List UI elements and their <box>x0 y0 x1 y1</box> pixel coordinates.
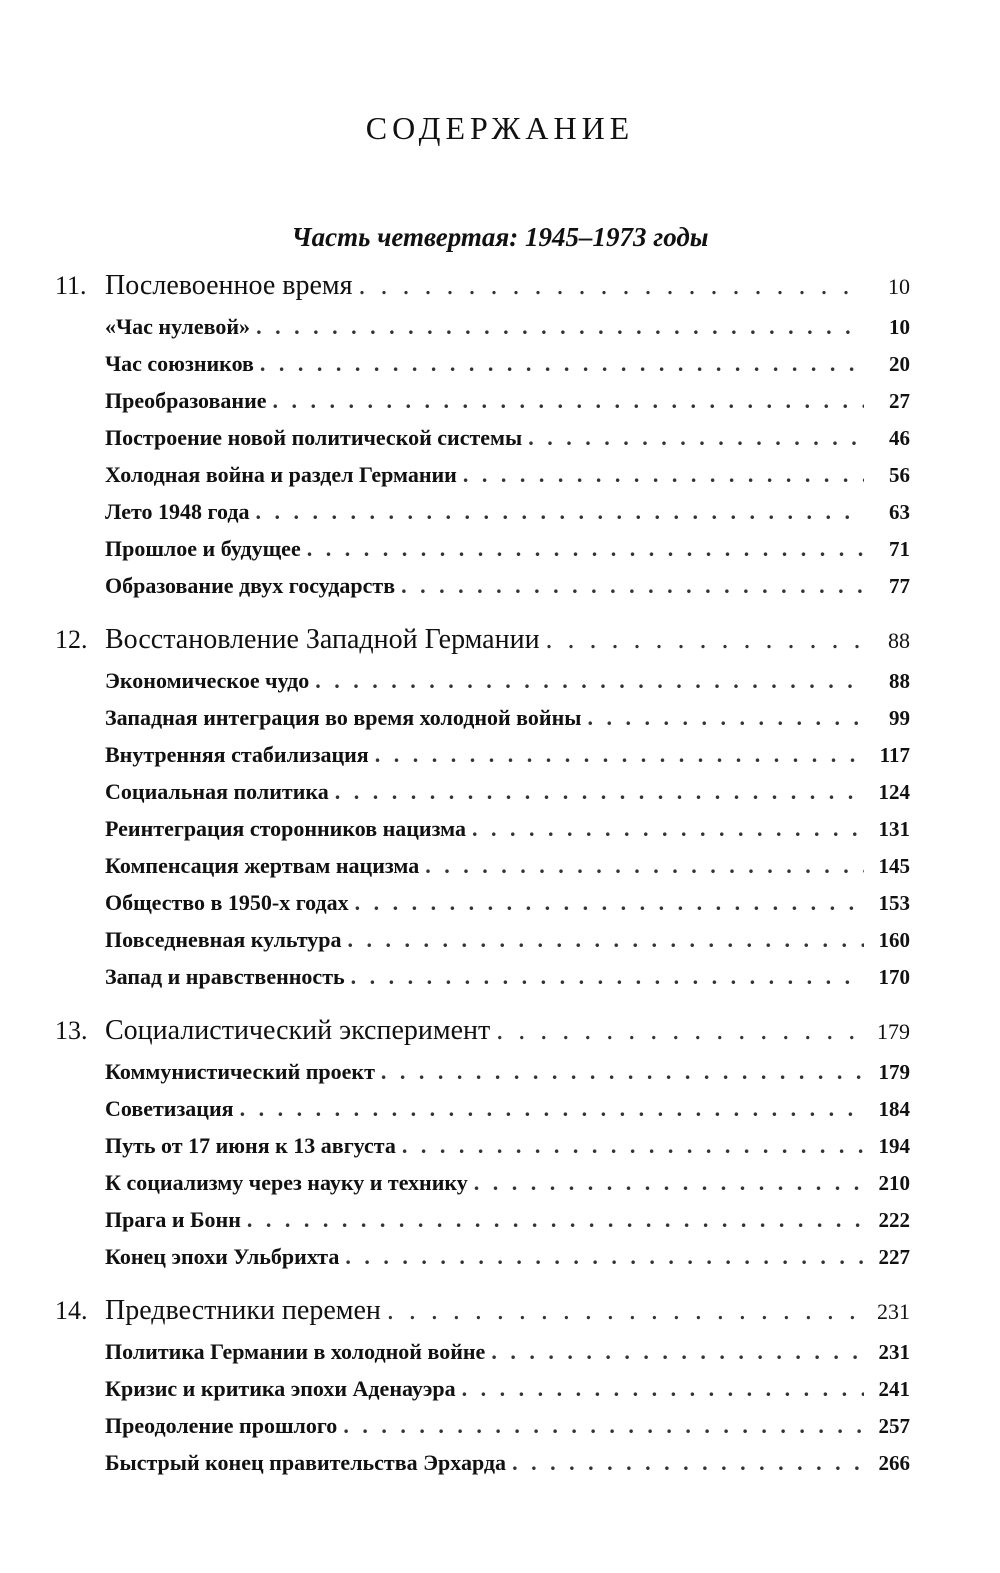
section-page-number: 179 <box>878 1060 910 1084</box>
section-entry <box>55 536 910 573</box>
section-page-number: 241 <box>878 1377 910 1401</box>
section-page-number: 266 <box>878 1451 910 1475</box>
section-entry <box>55 1133 910 1170</box>
section-page-number: 117 <box>879 743 910 767</box>
section-title: Компенсация жертвам нацизма <box>105 853 420 878</box>
chapter-title: Послевоенное время <box>105 270 353 301</box>
section-page-number: 184 <box>878 1097 910 1121</box>
dot-leader <box>401 573 864 599</box>
dot-leader <box>474 1170 864 1196</box>
section-title: Холодная война и раздел Германии <box>105 462 457 487</box>
dot-leader <box>345 1244 864 1270</box>
section-title: Повседневная культура <box>105 927 342 952</box>
section-entry <box>55 1339 910 1376</box>
dot-leader <box>343 1413 864 1439</box>
part-heading: Часть четвертая: 1945–1973 годы <box>291 222 709 252</box>
dot-leader <box>256 314 864 340</box>
chapter-title: Социалистический эксперимент <box>105 1015 491 1046</box>
section-title: К социализму через науку и технику <box>105 1170 468 1195</box>
section-entry <box>55 668 910 705</box>
dot-leader <box>462 1376 864 1402</box>
section-entry <box>55 779 910 816</box>
section-title: Лето 1948 года <box>105 499 250 524</box>
section-title: Социальная политика <box>105 779 329 804</box>
section-page-number: 210 <box>878 1171 910 1195</box>
chapter-number: 11. <box>55 271 87 300</box>
toc-chapter <box>55 1015 910 1281</box>
section-entry <box>55 1207 910 1244</box>
section-title: Политика Германии в холодной войне <box>105 1339 486 1364</box>
dot-leader <box>247 1207 864 1233</box>
section-page-number: 170 <box>878 965 910 989</box>
section-entry <box>55 927 910 964</box>
section-title: «Час нулевой» <box>105 314 251 339</box>
dot-leader <box>587 705 864 731</box>
dot-leader <box>546 624 864 656</box>
dot-leader <box>375 742 864 768</box>
section-title: Прага и Бонн <box>105 1207 241 1232</box>
section-entry <box>55 742 910 779</box>
section-page-number: 77 <box>889 574 910 598</box>
section-title: Реинтеграция сторонников нацизма <box>105 816 466 841</box>
section-entry <box>55 1170 910 1207</box>
section-page-number: 63 <box>889 500 910 524</box>
dot-leader <box>315 668 864 694</box>
section-page-number: 227 <box>878 1245 910 1269</box>
dot-leader <box>351 964 864 990</box>
chapter-entry <box>55 624 910 668</box>
section-entry <box>55 1059 910 1096</box>
toc-chapter <box>55 624 910 1001</box>
chapter-page-number: 231 <box>877 1299 910 1324</box>
section-title: Преобразование <box>105 388 267 413</box>
section-page-number: 257 <box>878 1414 910 1438</box>
dot-leader <box>472 816 864 842</box>
section-page-number: 222 <box>878 1208 910 1232</box>
section-entry <box>55 1413 910 1450</box>
dot-leader <box>240 1096 864 1122</box>
section-title: Экономическое чудо <box>105 668 310 693</box>
section-title: Запад и нравственность <box>105 964 345 989</box>
section-entry <box>55 462 910 499</box>
section-entry <box>55 351 910 388</box>
section-title: Прошлое и будущее <box>105 536 301 561</box>
section-page-number: 145 <box>878 854 910 878</box>
dot-leader <box>512 1450 864 1476</box>
section-entry <box>55 1376 910 1413</box>
section-page-number: 88 <box>889 669 910 693</box>
dot-leader <box>335 779 864 805</box>
section-entry <box>55 890 910 927</box>
dot-leader <box>359 270 864 302</box>
chapter-page-number: 179 <box>877 1019 910 1044</box>
dot-leader <box>491 1339 864 1365</box>
section-entry <box>55 499 910 536</box>
section-title: Быстрый конец правительства Эрхарда <box>105 1450 507 1475</box>
chapter-page-number: 10 <box>888 274 910 299</box>
dot-leader <box>402 1133 864 1159</box>
section-page-number: 27 <box>889 389 910 413</box>
section-page-number: 46 <box>889 426 910 450</box>
section-title: Образование двух государств <box>105 573 396 598</box>
section-title: Конец эпохи Ульбрихта <box>105 1244 340 1269</box>
section-title: Построение новой политической системы <box>105 425 523 450</box>
section-entry <box>55 388 910 425</box>
section-entry <box>55 816 910 853</box>
chapter-entry <box>55 270 910 314</box>
dot-leader <box>425 853 864 879</box>
section-page-number: 71 <box>889 537 910 561</box>
dot-leader <box>307 536 864 562</box>
dot-leader <box>496 1015 864 1047</box>
chapter-number: 12. <box>55 625 88 654</box>
dot-leader <box>528 425 864 451</box>
section-entry <box>55 1450 910 1487</box>
section-page-number: 131 <box>878 817 910 841</box>
dot-leader <box>255 499 864 525</box>
section-entry <box>55 853 910 890</box>
section-page-number: 20 <box>889 352 910 376</box>
section-title: Кризис и критика эпохи Аденауэра <box>105 1376 456 1401</box>
section-entry <box>55 1244 910 1281</box>
section-page-number: 153 <box>878 891 910 915</box>
section-title: Западная интеграция во время холодной войны <box>105 705 582 730</box>
dot-leader <box>273 388 864 414</box>
chapter-title: Предвестники перемен <box>105 1295 381 1326</box>
section-title: Преодоление прошлого <box>105 1413 338 1438</box>
section-page-number: 10 <box>889 315 910 339</box>
chapter-entry <box>55 1015 910 1059</box>
section-page-number: 56 <box>889 463 910 487</box>
section-title: Советизация <box>105 1096 234 1121</box>
dot-leader <box>463 462 864 488</box>
section-page-number: 160 <box>878 928 910 952</box>
section-entry <box>55 425 910 462</box>
section-title: Общество в 1950-х годах <box>105 890 349 915</box>
section-title: Внутренняя стабилизация <box>105 742 369 767</box>
dot-leader <box>381 1059 864 1085</box>
dot-leader <box>355 890 864 916</box>
chapter-entry <box>55 1295 910 1339</box>
table-of-contents <box>55 270 910 1501</box>
section-entry <box>55 314 910 351</box>
section-page-number: 194 <box>878 1134 910 1158</box>
section-page-number: 231 <box>878 1340 910 1364</box>
chapter-title: Восстановление Западной Германии <box>105 624 540 655</box>
section-entry <box>55 1096 910 1133</box>
dot-leader <box>387 1295 864 1327</box>
section-title: Час союзников <box>105 351 254 376</box>
dot-leader <box>260 351 864 377</box>
toc-chapter <box>55 270 910 610</box>
chapter-number: 14. <box>55 1296 88 1325</box>
chapter-number: 13. <box>55 1016 88 1045</box>
section-page-number: 124 <box>878 780 910 804</box>
section-entry <box>55 573 910 610</box>
section-title: Коммунистический проект <box>105 1059 375 1084</box>
dot-leader <box>347 927 864 953</box>
chapter-page-number: 88 <box>888 628 910 653</box>
section-page-number: 99 <box>889 706 910 730</box>
page-title: СОДЕРЖАНИЕ <box>365 110 635 146</box>
section-title: Путь от 17 июня к 13 августа <box>105 1133 396 1158</box>
section-entry <box>55 964 910 1001</box>
section-entry <box>55 705 910 742</box>
toc-chapter <box>55 1295 910 1487</box>
